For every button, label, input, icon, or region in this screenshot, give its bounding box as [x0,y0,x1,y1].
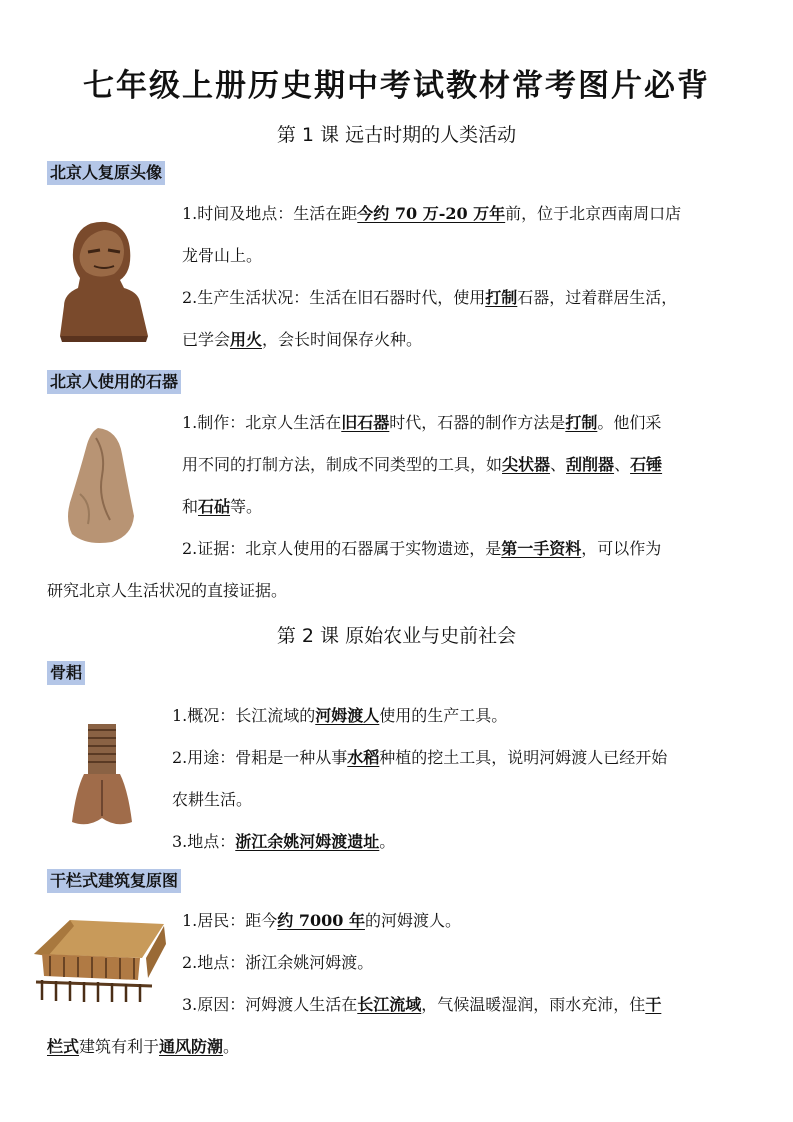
text-segment: 前，位于北京西南周口店 [505,204,682,223]
text-segment: 农耕生活。 [172,790,253,809]
text-segment: 2.证据：北京人使用的石器属于实物遗迹，是 [182,539,502,558]
section-heading-peking-man-head: 北京人复原头像 [47,161,165,185]
bone-spade-image [66,720,138,832]
stilt-house-reason [182,984,752,1026]
text-segment: 1.概况：长江流域的 [172,706,316,725]
peking-man-bust-image [50,214,160,344]
text-segment: 研究北京人生活状况的直接证据。 [47,581,288,600]
text-segment: 已学会 [182,330,231,349]
lesson-2-title: 第 2 课 原始农业与史前社会 [276,625,517,647]
stone-tool-making [182,402,752,528]
text-segment: 2.用途：骨耜是一种从事 [172,748,348,767]
key-term: 干 [645,995,662,1014]
bone-spade-overview [172,695,752,737]
stilt-house-location [182,942,752,984]
key-term: 石锤 [630,455,663,474]
key-term: 用火 [230,330,263,349]
text-segment: 时代，石器的制作方法是 [389,413,566,432]
text-segment: 建筑有利于 [79,1037,160,1056]
text-segment: 、 [550,455,567,474]
key-term: 尖状器 [502,455,551,474]
stilt-house-image [30,914,170,1004]
key-term: 约 7000 年 [277,911,365,930]
text-segment: 1.居民：距今 [182,911,278,930]
stone-tool-image [62,424,142,546]
key-term: 栏式 [47,1037,80,1056]
key-term: 第一手资料 [501,539,582,558]
text-segment: ，可以作为 [581,539,662,558]
text-segment: 1.制作：北京人生活在 [182,413,342,432]
stilt-house-reason-continued [47,1026,747,1068]
text-segment: 2.地点：浙江余姚河姆渡。 [182,953,374,972]
text-segment: 龙骨山上。 [182,246,263,265]
section-heading-stone-tools: 北京人使用的石器 [47,370,181,394]
peking-man-life-status [182,277,752,361]
key-term: 打制 [485,288,518,307]
text-segment: 等。 [230,497,263,516]
text-segment: 。 [223,1037,240,1056]
key-term: 通风防潮 [159,1037,224,1056]
text-segment: ，气候温暖湿润，雨水充沛，住 [421,995,646,1014]
text-segment: 、 [614,455,631,474]
stone-tool-evidence-continued [47,570,747,612]
stone-tool-evidence [182,528,752,570]
text-segment: 种植的挖土工具，说明河姆渡人已经开始 [379,748,668,767]
section-heading-bone-spade: 骨耜 [47,661,85,685]
key-term: 浙江余姚河姆渡遗址 [235,832,380,851]
text-segment: ，会长时间保存火种。 [262,330,423,349]
peking-man-time-location [182,193,744,277]
text-segment: 3.地点： [172,832,236,851]
text-segment: 石器，过着群居生活， [517,288,678,307]
bone-spade-use [172,737,752,821]
text-segment: 的河姆渡人。 [364,911,461,930]
text-segment: 用不同的打制方法，制成不同类型的工具，如 [182,455,503,474]
text-segment: 3.原因：河姆渡人生活在 [182,995,358,1014]
text-segment: 。他们采 [597,413,662,432]
lesson-1-title: 第 1 课 远古时期的人类活动 [276,124,517,146]
section-heading-stilt-house: 干栏式建筑复原图 [47,869,181,893]
key-term: 石砧 [198,497,231,516]
text-segment: 1.时间及地点：生活在距 [182,204,358,223]
key-term: 旧石器 [341,413,390,432]
bone-spade-location [172,821,752,863]
page-title: 七年级上册历史期中考试教材常考图片必背 [83,68,710,104]
key-term: 长江流域 [357,995,422,1014]
text-segment: 使用的生产工具。 [379,706,508,725]
key-term: 水稻 [347,748,380,767]
key-term: 今约 70 万-20 万年 [357,204,506,223]
text-segment: 。 [379,832,396,851]
key-term: 刮削器 [566,455,615,474]
key-term: 打制 [565,413,598,432]
text-segment: 2.生产生活状况：生活在旧石器时代，使用 [182,288,486,307]
text-segment: 和 [182,497,199,516]
stilt-house-residents [182,900,752,942]
key-term: 河姆渡人 [315,706,380,725]
